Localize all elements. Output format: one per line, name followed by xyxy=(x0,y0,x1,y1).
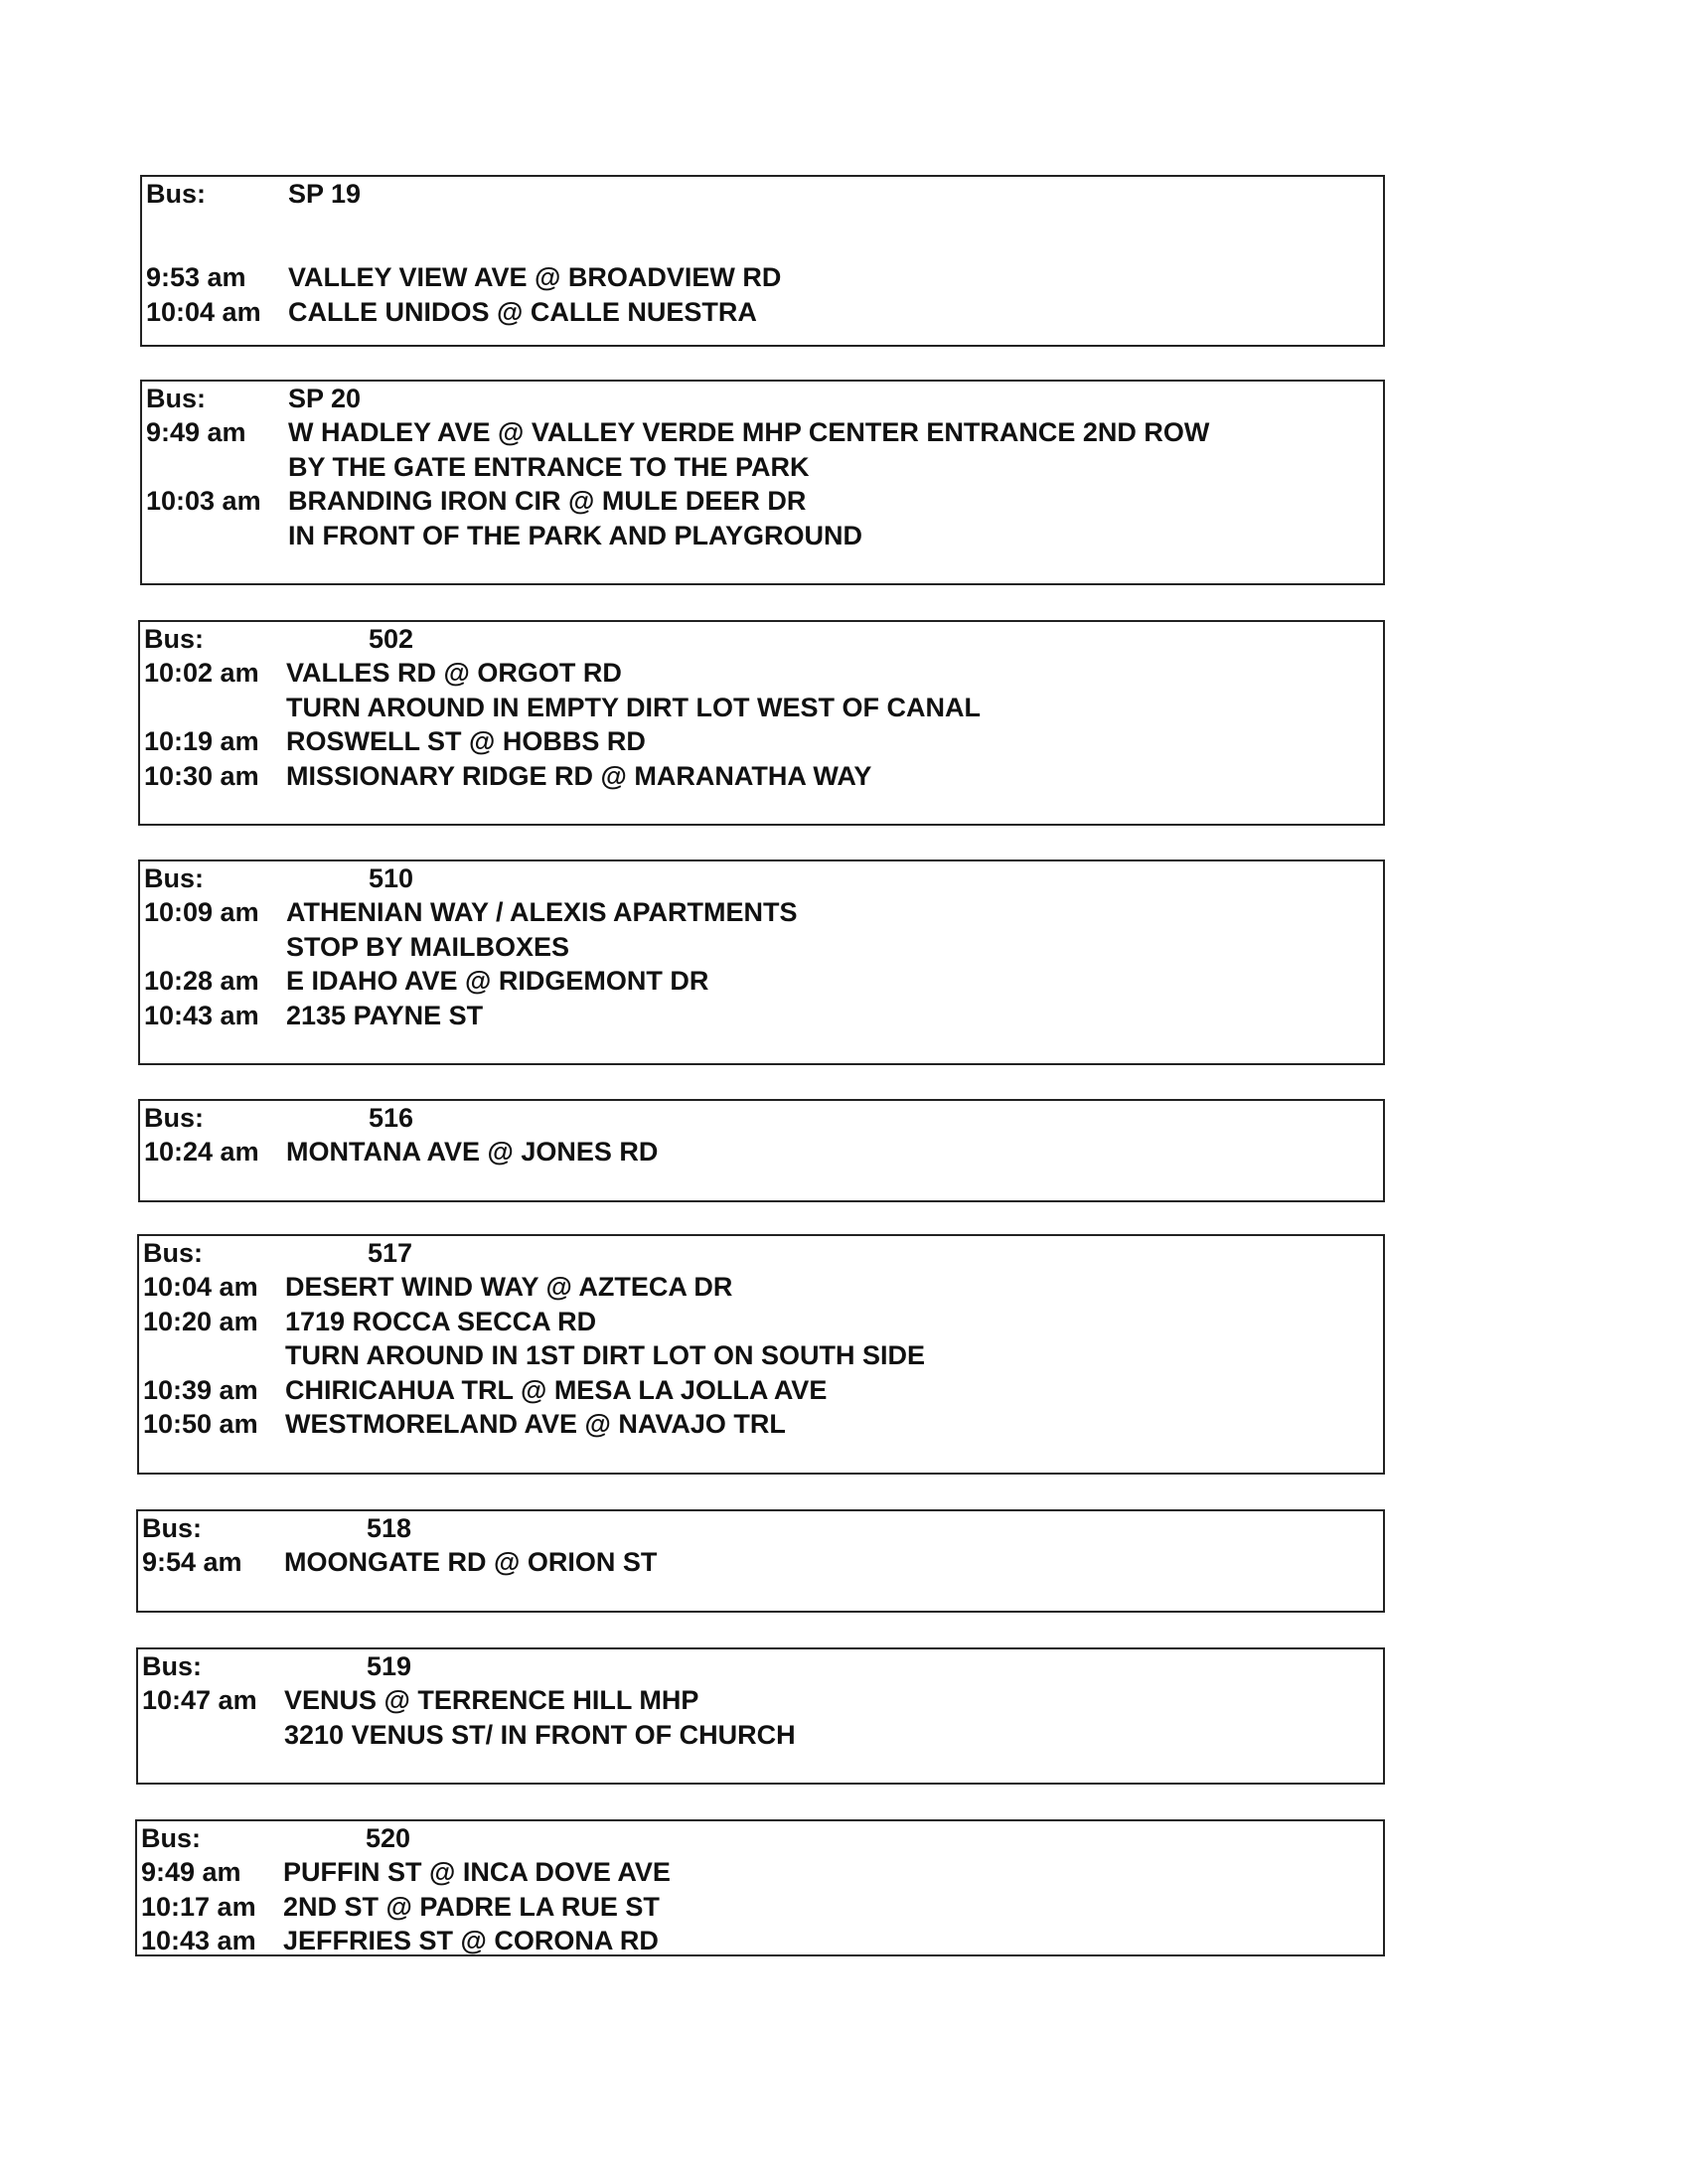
bus-block xyxy=(140,380,1385,585)
stop-location: MOONGATE RD @ ORION ST xyxy=(284,1547,658,1577)
stop-location: IN FRONT OF THE PARK AND PLAYGROUND xyxy=(288,520,863,550)
bus-label: Bus: xyxy=(144,624,204,654)
stop-location: STOP BY MAILBOXES xyxy=(286,931,570,962)
bus-header-row xyxy=(146,177,1373,212)
bus-label: Bus: xyxy=(146,179,206,209)
stop-location: BY THE GATE ENTRANCE TO THE PARK xyxy=(288,451,810,482)
stop-location: CALLE UNIDOS @ CALLE NUESTRA xyxy=(288,296,757,327)
stop-time: 9:54 am xyxy=(142,1547,242,1577)
bus-block xyxy=(140,175,1385,347)
stop-time: 10:24 am xyxy=(144,1137,259,1167)
stop-time: 10:47 am xyxy=(142,1685,257,1715)
stop-time: 10:43 am xyxy=(144,1000,259,1030)
stop-row xyxy=(143,1407,1373,1442)
bus-block xyxy=(136,1509,1385,1613)
stop-row xyxy=(144,691,1373,725)
stop-time: 10:02 am xyxy=(144,658,259,688)
stop-row xyxy=(143,1338,1373,1373)
stop-time: 10:04 am xyxy=(146,296,261,327)
stop-time: 9:49 am xyxy=(146,417,246,447)
bus-number: 517 xyxy=(368,1238,413,1268)
bus-block xyxy=(138,859,1385,1065)
stop-row xyxy=(146,519,1373,553)
stop-row xyxy=(144,759,1373,794)
bus-header-row xyxy=(142,1649,1373,1684)
stop-time: 9:49 am xyxy=(141,1857,241,1887)
stop-row xyxy=(144,656,1373,691)
bus-number: 510 xyxy=(369,863,414,893)
stop-location: BRANDING IRON CIR @ MULE DEER DR xyxy=(288,486,807,516)
stop-time: 10:19 am xyxy=(144,726,259,756)
stop-time: 10:39 am xyxy=(143,1374,258,1405)
bus-header-row xyxy=(146,382,1373,416)
bus-block xyxy=(138,620,1385,826)
stop-row xyxy=(143,1373,1373,1408)
bus-block xyxy=(135,1819,1385,1956)
stop-location: 3210 VENUS ST/ IN FRONT OF CHURCH xyxy=(284,1719,796,1750)
stop-row xyxy=(146,260,1373,295)
bus-label: Bus: xyxy=(143,1238,203,1268)
stop-row xyxy=(142,1718,1373,1753)
stop-location: PUFFIN ST @ INCA DOVE AVE xyxy=(283,1857,671,1887)
stop-location: 2135 PAYNE ST xyxy=(286,1000,484,1030)
stop-row xyxy=(146,484,1373,519)
stop-time: 10:28 am xyxy=(144,966,259,996)
stop-location: WESTMORELAND AVE @ NAVAJO TRL xyxy=(285,1409,786,1439)
stop-row xyxy=(141,1855,1373,1890)
bus-block xyxy=(136,1647,1385,1785)
bus-label: Bus: xyxy=(144,863,204,893)
stop-row xyxy=(146,450,1373,485)
bus-number: 519 xyxy=(367,1651,412,1681)
stop-location: MISSIONARY RIDGE RD @ MARANATHA WAY xyxy=(286,760,872,791)
bus-number: SP 19 xyxy=(288,179,362,209)
bus-header-row xyxy=(142,1511,1373,1546)
stop-row xyxy=(143,1305,1373,1339)
stop-location: VALLEY VIEW AVE @ BROADVIEW RD xyxy=(288,262,782,292)
stop-time: 10:50 am xyxy=(143,1409,258,1439)
stop-time: 10:43 am xyxy=(141,1926,256,1955)
stop-location: 1719 ROCCA SECCA RD xyxy=(285,1306,597,1336)
stop-location: E IDAHO AVE @ RIDGEMONT DR xyxy=(286,966,709,996)
stop-row xyxy=(144,930,1373,965)
stop-row xyxy=(141,1924,1373,1958)
stop-time: 10:04 am xyxy=(143,1272,258,1302)
bus-block xyxy=(137,1234,1385,1475)
stop-location: JEFFRIES ST @ CORONA RD xyxy=(283,1926,659,1955)
stop-time: 10:20 am xyxy=(143,1306,258,1336)
stop-row xyxy=(144,999,1373,1033)
bus-header-row xyxy=(144,861,1373,896)
bus-label: Bus: xyxy=(144,1103,204,1133)
stop-location: 2ND ST @ PADRE LA RUE ST xyxy=(283,1891,660,1922)
bus-number: SP 20 xyxy=(288,384,362,413)
bus-header-row xyxy=(141,1821,1373,1856)
stop-row xyxy=(144,1135,1373,1170)
stop-location: TURN AROUND IN 1ST DIRT LOT ON SOUTH SIDE xyxy=(285,1340,926,1370)
stop-location: W HADLEY AVE @ VALLEY VERDE MHP CENTER ENTRANCE 2ND ROW xyxy=(288,417,1210,447)
bus-number: 516 xyxy=(369,1103,414,1133)
bus-number: 518 xyxy=(367,1513,412,1543)
bus-header-row xyxy=(143,1236,1373,1271)
stop-row xyxy=(144,895,1373,930)
stop-location: TURN AROUND IN EMPTY DIRT LOT WEST OF CANAL xyxy=(286,692,981,722)
stop-location: VENUS @ TERRENCE HILL MHP xyxy=(284,1685,699,1715)
stop-location: ATHENIAN WAY / ALEXIS APARTMENTS xyxy=(286,897,798,927)
stop-row xyxy=(146,415,1373,450)
bus-header-row xyxy=(144,622,1373,657)
stop-location: DESERT WIND WAY @ AZTECA DR xyxy=(285,1272,733,1302)
stop-row xyxy=(142,1545,1373,1580)
stop-time: 9:53 am xyxy=(146,262,246,292)
stop-location: CHIRICAHUA TRL @ MESA LA JOLLA AVE xyxy=(285,1374,828,1405)
stop-location: VALLES RD @ ORGOT RD xyxy=(286,658,622,688)
stop-location: MONTANA AVE @ JONES RD xyxy=(286,1137,659,1167)
bus-label: Bus: xyxy=(142,1513,202,1543)
bus-header-row xyxy=(144,1101,1373,1136)
bus-number: 502 xyxy=(369,624,414,654)
stop-time: 10:17 am xyxy=(141,1891,256,1922)
stop-row xyxy=(144,724,1373,759)
stop-row xyxy=(141,1890,1373,1925)
stop-row xyxy=(143,1270,1373,1305)
stop-row xyxy=(146,295,1373,330)
stop-time: 10:30 am xyxy=(144,760,259,791)
stop-row xyxy=(142,1683,1373,1718)
bus-number: 520 xyxy=(366,1823,411,1853)
bus-label: Bus: xyxy=(142,1651,202,1681)
stop-time: 10:03 am xyxy=(146,486,261,516)
stop-row xyxy=(144,964,1373,999)
bus-label: Bus: xyxy=(141,1823,201,1853)
stop-location: ROSWELL ST @ HOBBS RD xyxy=(286,726,646,756)
stop-time: 10:09 am xyxy=(144,897,259,927)
bus-label: Bus: xyxy=(146,384,206,413)
bus-block xyxy=(138,1099,1385,1202)
